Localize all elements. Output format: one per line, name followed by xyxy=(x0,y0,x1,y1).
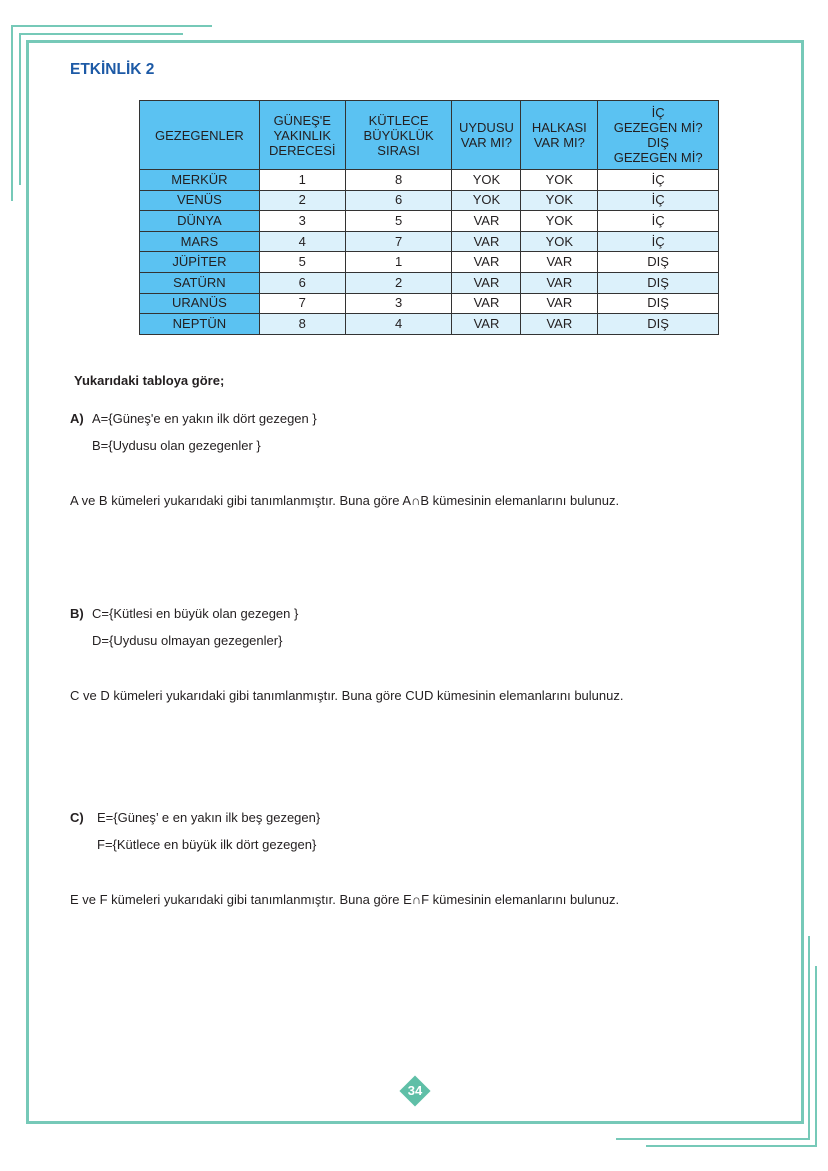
table-cell: YOK xyxy=(521,231,598,252)
activity-title: ETKİNLİK 2 xyxy=(70,61,155,78)
column-header xyxy=(140,101,260,170)
planet-name-cell: VENÜS xyxy=(140,190,260,211)
column-header-line: VAR MI? xyxy=(460,135,512,150)
table-cell: VAR xyxy=(452,252,521,273)
page-number-badge xyxy=(400,1076,430,1106)
table-cell: VAR xyxy=(452,231,521,252)
column-header-line: BÜYÜKLÜK xyxy=(363,127,434,143)
section-c-set2: F={Kütlece en büyük ilk dört gezegen} xyxy=(97,837,317,852)
table-row xyxy=(140,272,719,293)
table-header-row xyxy=(140,101,719,170)
table-cell: YOK xyxy=(521,211,598,232)
column-header xyxy=(345,101,452,170)
table-row xyxy=(140,170,719,191)
table-cell: 3 xyxy=(259,211,345,232)
table-cell: 1 xyxy=(259,170,345,191)
column-header-line: DERECESİ xyxy=(269,142,336,158)
section-c-label: C) xyxy=(70,810,84,825)
column-header-line: DIŞ xyxy=(647,135,669,150)
table-cell: VAR xyxy=(521,293,598,314)
section-a-question: A ve B kümeleri yukarıdaki gibi tanımlanmıştır. Buna göre A∩B kümesinin elemanlarını bulunuz. xyxy=(70,493,620,508)
table-cell: 3 xyxy=(345,293,452,314)
table-row xyxy=(140,190,719,211)
planet-name-cell: SATÜRN xyxy=(140,272,260,293)
table-cell: VAR xyxy=(452,272,521,293)
table-cell: 2 xyxy=(259,190,345,211)
column-header xyxy=(598,101,719,170)
table-cell: YOK xyxy=(452,190,521,211)
table-cell: YOK xyxy=(521,190,598,211)
table-cell: 1 xyxy=(345,252,452,273)
frame-line-left-1 xyxy=(11,25,13,201)
table-cell: VAR xyxy=(521,314,598,335)
table-row xyxy=(140,293,719,314)
table-cell: VAR xyxy=(521,272,598,293)
table-cell: 5 xyxy=(345,211,452,232)
table-cell: İÇ xyxy=(598,211,719,232)
section-a-set1: A={Güneş'e en yakın ilk dört gezegen } xyxy=(92,411,317,426)
column-header xyxy=(521,101,598,170)
planet-name-cell: NEPTÜN xyxy=(140,314,260,335)
table-cell: 7 xyxy=(345,231,452,252)
column-header xyxy=(259,101,345,170)
table-cell: 8 xyxy=(259,314,345,335)
table-cell: DIŞ xyxy=(598,252,719,273)
table-cell: 5 xyxy=(259,252,345,273)
planet-name-cell: URANÜS xyxy=(140,293,260,314)
column-header-line: UYDUSU xyxy=(458,120,514,135)
table-cell: 2 xyxy=(345,272,452,293)
table-cell: VAR xyxy=(452,211,521,232)
column-header-line: GEZEGEN Mİ? xyxy=(613,150,703,165)
table-cell: İÇ xyxy=(598,170,719,191)
table-cell: 6 xyxy=(259,272,345,293)
table-body xyxy=(140,170,719,335)
table-cell: YOK xyxy=(521,170,598,191)
table-cell: VAR xyxy=(452,314,521,335)
frame-line-left-2 xyxy=(19,33,21,185)
table-row xyxy=(140,314,719,335)
frame-line-bottom-1 xyxy=(646,1145,817,1147)
intro-text: Yukarıdaki tabloya göre; xyxy=(74,373,225,388)
frame-line-right-2 xyxy=(808,936,810,1140)
frame-line-bottom-2 xyxy=(616,1138,810,1140)
planets-table xyxy=(139,100,719,335)
section-a-label: A) xyxy=(70,411,84,426)
section-b-label: B) xyxy=(70,606,84,621)
table-row xyxy=(140,211,719,232)
table-cell: 4 xyxy=(345,314,452,335)
column-header-line: SIRASI xyxy=(377,142,420,158)
column-header-line: YAKINLIK xyxy=(273,127,332,143)
table-cell: 8 xyxy=(345,170,452,191)
planet-name-cell: JÜPİTER xyxy=(140,252,260,273)
column-header-line: İÇ xyxy=(651,105,665,120)
column-header-line: VAR MI? xyxy=(533,135,585,150)
section-c-question: E ve F kümeleri yukarıdaki gibi tanımlanmıştır. Buna göre E∩F kümesinin elemanlarını bulunuz. xyxy=(70,892,620,907)
frame-line-top-2 xyxy=(19,33,183,35)
column-header-line: GÜNEŞ'E xyxy=(273,112,331,128)
planet-name-cell: DÜNYA xyxy=(140,211,260,232)
table-cell: 7 xyxy=(259,293,345,314)
planet-name-cell: MARS xyxy=(140,231,260,252)
table-cell: DIŞ xyxy=(598,293,719,314)
section-c-set1: E={Güneş’ e en yakın ilk beş gezegen} xyxy=(97,810,321,825)
section-b-set2: D={Uydusu olmayan gezegenler} xyxy=(92,633,283,648)
table-cell: İÇ xyxy=(598,190,719,211)
section-b-question: C ve D kümeleri yukarıdaki gibi tanımlanmıştır. Buna göre CUD kümesinin elemanlarını bulunuz. xyxy=(70,688,624,703)
section-a-set2: B={Uydusu olan gezegenler } xyxy=(92,438,261,453)
table-cell: VAR xyxy=(452,293,521,314)
column-header-line: KÜTLECE xyxy=(368,112,429,128)
column-header-line: GEZEGENLER xyxy=(154,127,244,143)
table-cell: DIŞ xyxy=(598,272,719,293)
column-header-line: GEZEGEN Mİ? xyxy=(613,120,703,135)
column-header xyxy=(452,101,521,170)
frame-line-top-1 xyxy=(11,25,212,27)
column-header-line: HALKASI xyxy=(531,120,587,135)
page-number: 34 xyxy=(407,1083,423,1098)
table-cell: VAR xyxy=(521,252,598,273)
table-cell: İÇ xyxy=(598,231,719,252)
frame-line-right-1 xyxy=(815,966,817,1147)
table-row xyxy=(140,231,719,252)
planet-name-cell: MERKÜR xyxy=(140,170,260,191)
table-cell: 4 xyxy=(259,231,345,252)
table-cell: YOK xyxy=(452,170,521,191)
table-cell: DIŞ xyxy=(598,314,719,335)
table-row xyxy=(140,252,719,273)
table-cell: 6 xyxy=(345,190,452,211)
section-b-set1: C={Kütlesi en büyük olan gezegen } xyxy=(92,606,299,621)
